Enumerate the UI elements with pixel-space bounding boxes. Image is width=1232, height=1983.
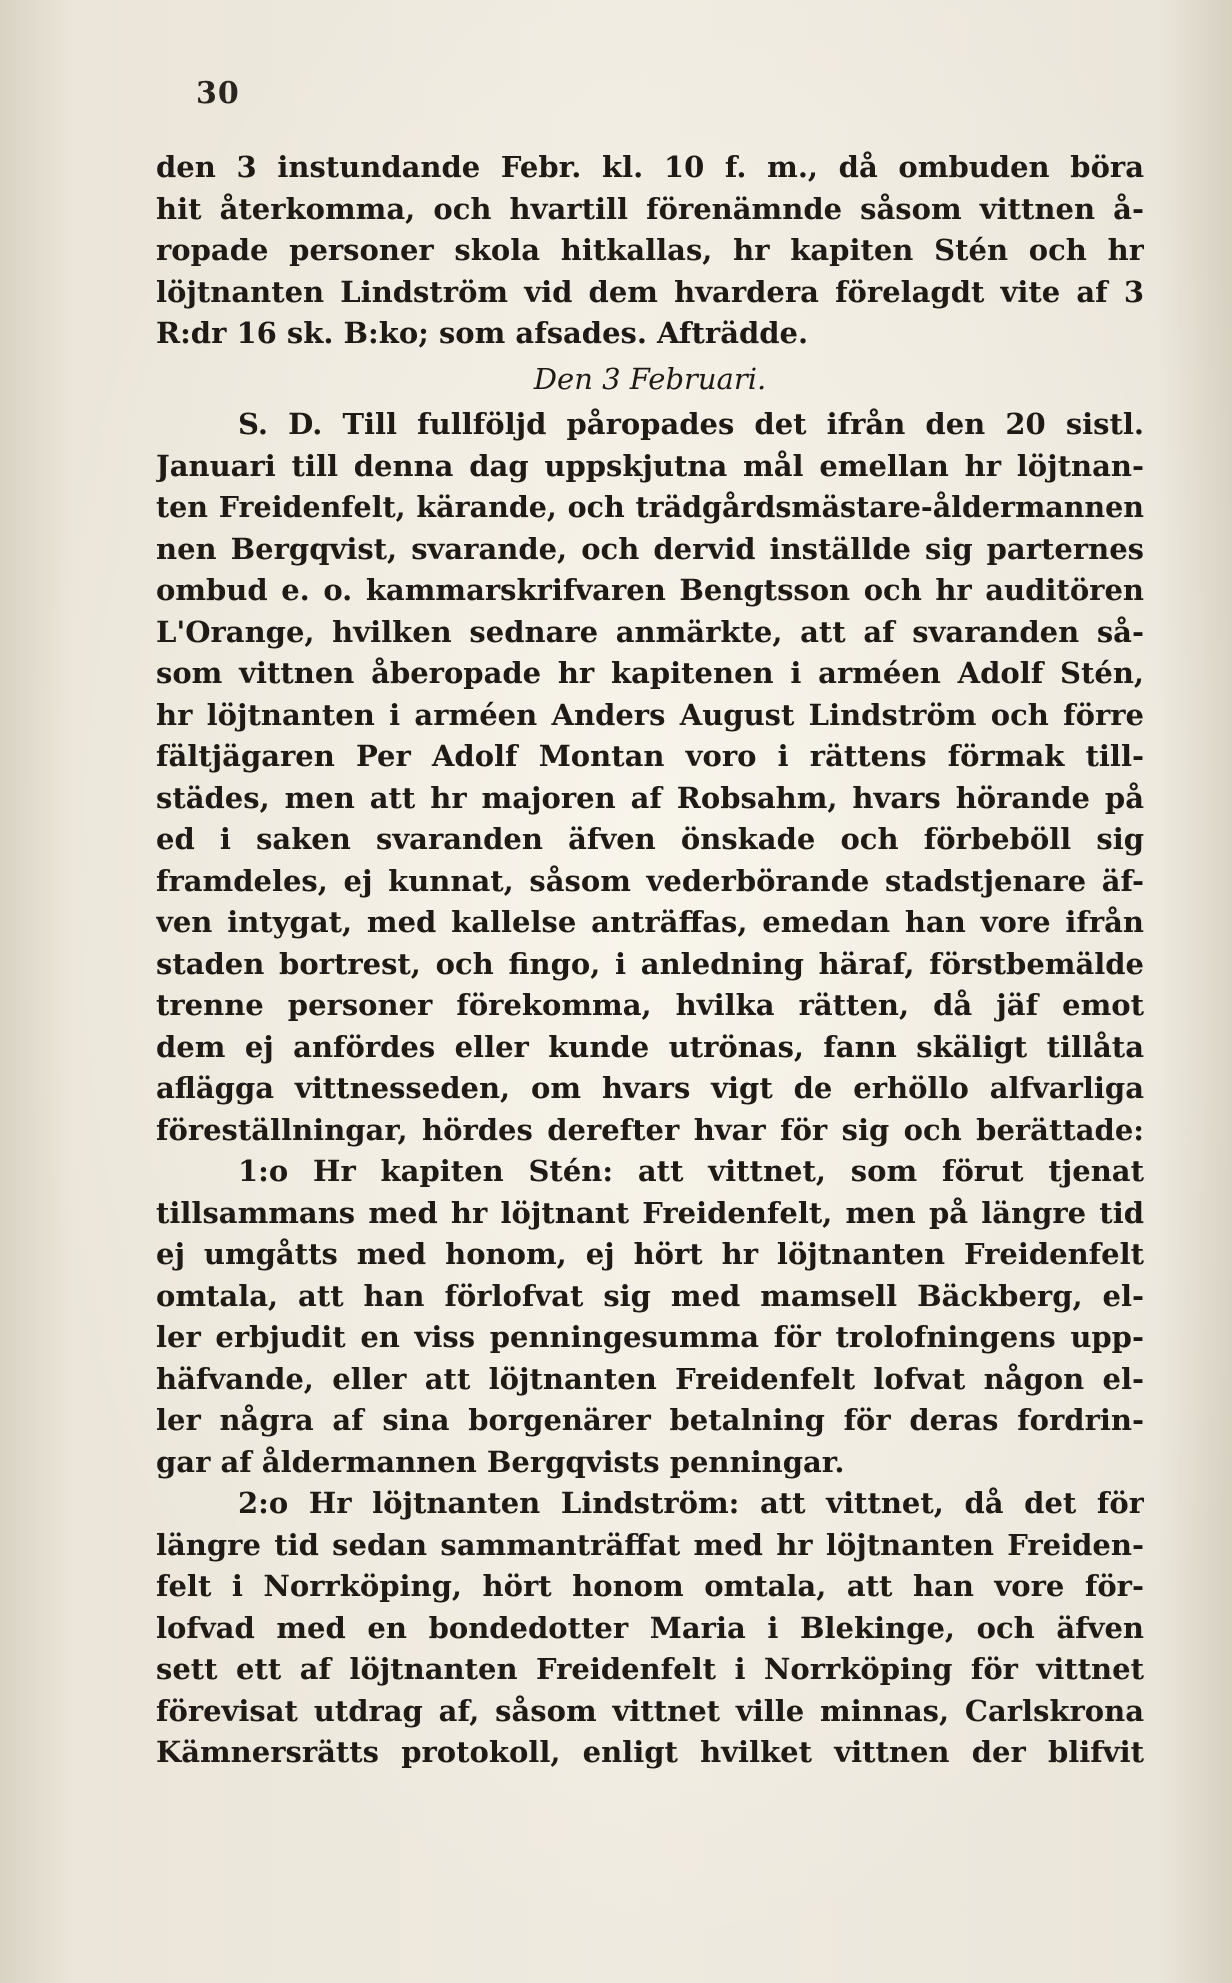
text-line: hr löjtnanten i arméen Anders August Lindström och förre bbox=[156, 697, 1144, 732]
text-line: ler några af sina borgenärer betalning för deras fordrin- bbox=[156, 1403, 1144, 1437]
text-line: förevisat utdrag af, såsom vittnet ville minnas, Carlskrona bbox=[156, 1693, 1144, 1728]
text-line: städes, men att hr majoren af Robsahm, hvars hörande på bbox=[156, 780, 1144, 815]
text-line: nen Bergqvist, svarande, och dervid inställde sig parternes bbox=[156, 531, 1144, 566]
text-line: sett ett af löjtnanten Freidenfelt i Norrköping för vittnet bbox=[156, 1652, 1144, 1686]
text-line: L'Orange, hvilken sednare anmärkte, att af svaranden så- bbox=[156, 614, 1144, 649]
page-number: 30 bbox=[196, 76, 240, 111]
text-line: 1:o Hr kapiten Stén: att vittnet, som förut tjenat bbox=[238, 1154, 1144, 1188]
text-line: R:dr 16 sk. B:ko; som afsades. Afträdde. bbox=[156, 316, 809, 350]
text-line: lofvad med en bondedotter Maria i Blekinge, och äfven bbox=[156, 1610, 1144, 1645]
text-line: 2:o Hr löjtnanten Lindström: att vittnet, då det för bbox=[238, 1486, 1144, 1520]
text-line: Kämnersrätts protokoll, enligt hvilket vittnen der blifvit bbox=[156, 1735, 1144, 1769]
text-line: som vittnen åberopade hr kapitenen i arméen Adolf Stén, bbox=[156, 656, 1144, 690]
text-line: staden bortrest, och fingo, i anledning häraf, förstbemälde bbox=[156, 946, 1144, 981]
text-line: ombud e. o. kammarskrifvaren Bengtsson och hr auditören bbox=[156, 573, 1144, 607]
text-line: ler erbjudit en viss penningesumma för trolofningens upp- bbox=[156, 1320, 1144, 1354]
date-heading: Den 3 Februari. bbox=[533, 361, 767, 396]
text-line: föreställningar, hördes derefter hvar för sig och berättade: bbox=[156, 1112, 1144, 1147]
text-line: häfvande, eller att löjtnanten Freidenfelt lofvat någon el- bbox=[156, 1361, 1144, 1396]
text-line: hit återkomma, och hvartill förenämnde såsom vittnen å- bbox=[156, 191, 1144, 226]
text-line: ed i saken svaranden äfven önskade och förbeböll sig bbox=[156, 822, 1144, 856]
text-line: S. D. Till fullföljd påropades det ifrån den 20 sistl. bbox=[238, 407, 1144, 441]
text-line: ropade personer skola hitkallas, hr kapiten Stén och hr bbox=[156, 233, 1144, 267]
text-line: ven intygat, med kallelse anträffas, emedan han vore ifrån bbox=[156, 905, 1144, 939]
text-line: ej umgåtts med honom, ej hört hr löjtnanten Freidenfelt bbox=[156, 1237, 1144, 1271]
text-line: omtala, att han förlofvat sig med mamsell Bäckberg, el- bbox=[156, 1278, 1144, 1313]
body-text bbox=[156, 147, 1144, 1774]
text-line: dem ej anfördes eller kunde utrönas, fann skäligt tillåta bbox=[156, 1029, 1144, 1064]
text-line: framdeles, ej kunnat, såsom vederbörande stadstjenare äf- bbox=[156, 863, 1144, 898]
text-line: felt i Norrköping, hört honom omtala, att han vore för- bbox=[156, 1569, 1144, 1603]
text-line: den 3 instundande Febr. kl. 10 f. m., då ombuden böra bbox=[156, 150, 1144, 184]
text-line: trenne personer förekomma, hvilka rätten, då jäf emot bbox=[156, 988, 1144, 1022]
text-line: löjtnanten Lindström vid dem hvardera förelagdt vite af 3 bbox=[156, 274, 1144, 309]
text-line: aflägga vittnesseden, om hvars vigt de erhöllo alfvarliga bbox=[156, 1071, 1144, 1105]
text-line: tillsammans med hr löjtnant Freidenfelt, men på längre tid bbox=[156, 1195, 1144, 1230]
text-line: Januari till denna dag uppskjutna mål emellan hr löjtnan- bbox=[156, 448, 1144, 483]
text-line: gar af åldermannen Bergqvists penningar. bbox=[156, 1444, 845, 1479]
text-line: fältjägaren Per Adolf Montan voro i rättens förmak till- bbox=[156, 739, 1144, 773]
text-line: ten Freidenfelt, kärande, och trädgårdsmästare-åldermannen bbox=[156, 490, 1144, 524]
text-line: längre tid sedan sammanträffat med hr löjtnanten Freiden- bbox=[156, 1527, 1144, 1562]
